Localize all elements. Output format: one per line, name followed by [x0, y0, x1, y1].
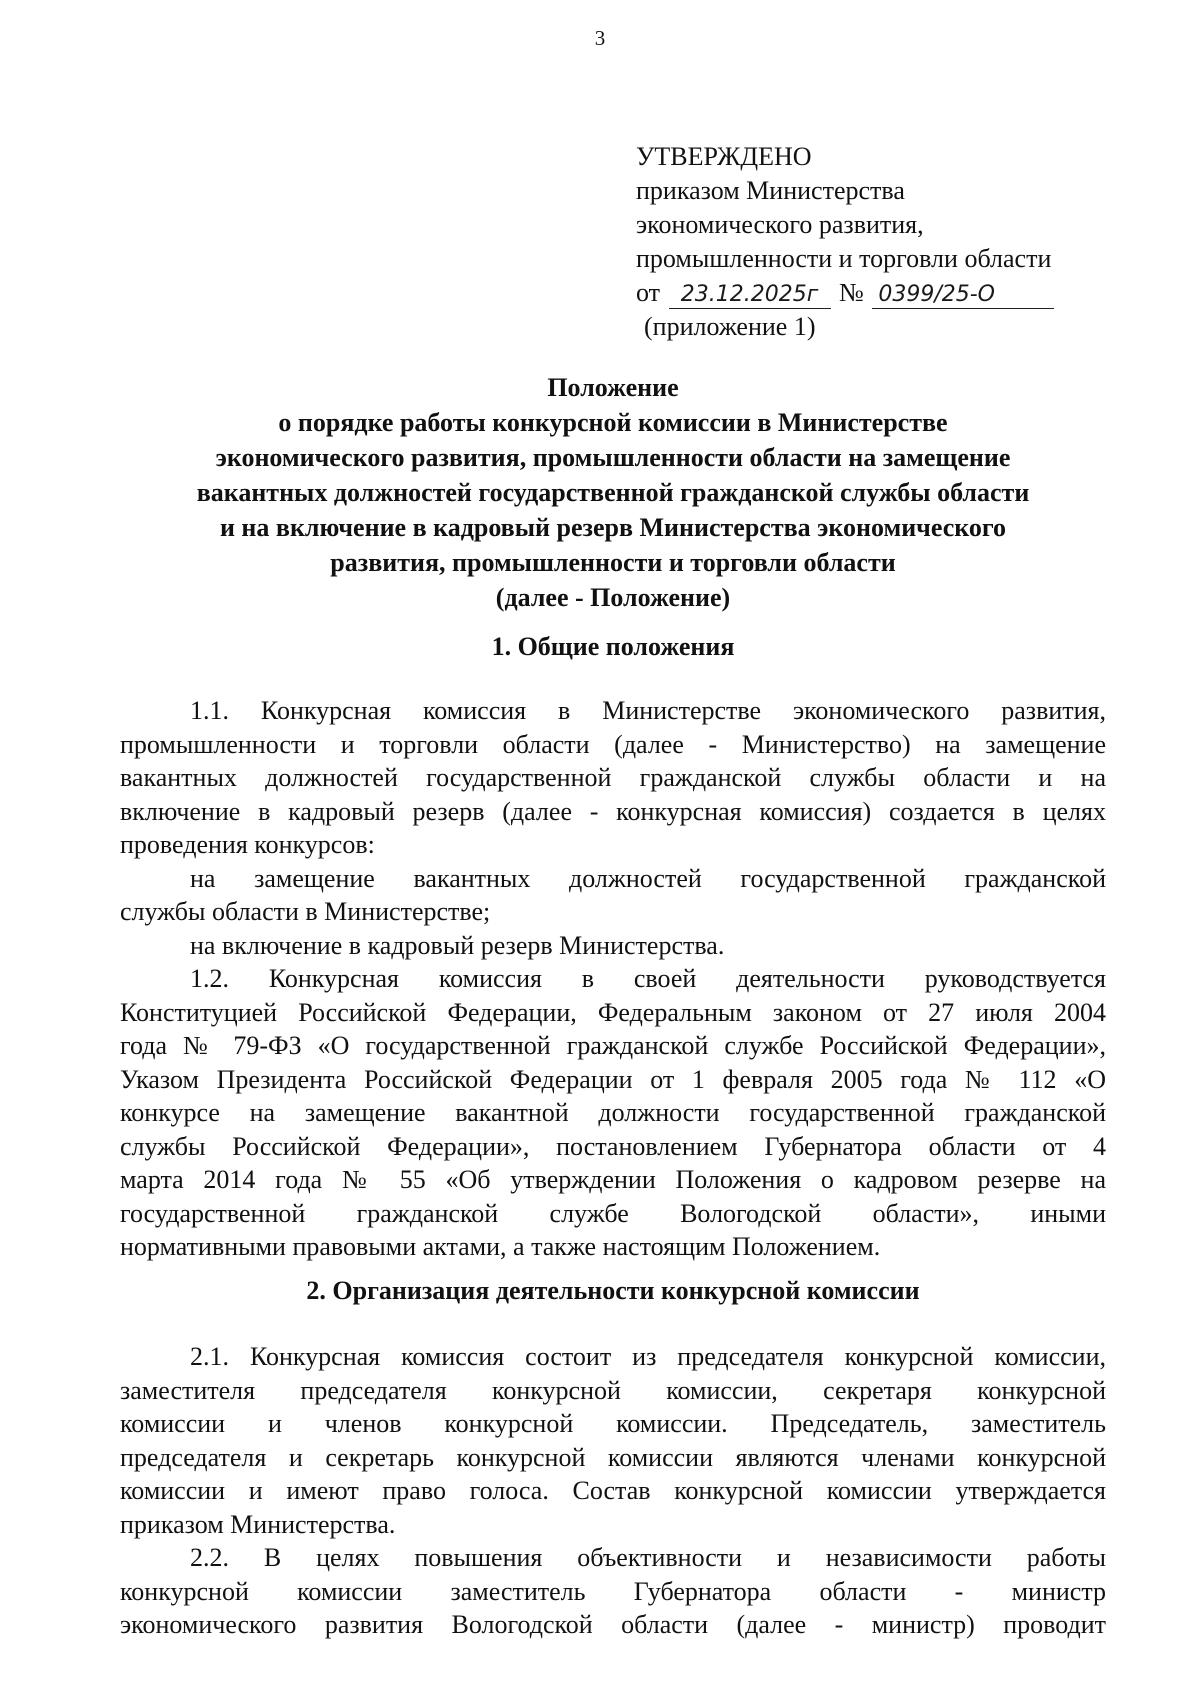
text-line: 2.1. Конкурсная комиссия состоит из председателя конкурсной комиссии, [190, 1342, 1106, 1371]
paragraph-2-1 [120, 1340, 1106, 1642]
text-line: комиссии и членов конкурсной комиссии. Председатель, заместитель [120, 1409, 1106, 1438]
title-line-3: экономического развития, промышленности области на замещение [215, 443, 1011, 472]
text-line: конкурсной комиссии заместитель Губернатора области - министр [120, 1576, 1106, 1606]
approval-line-1: приказом Министерства [636, 176, 905, 205]
date-prefix: от [636, 278, 661, 307]
appendix-label: (приложение 1) [644, 312, 816, 341]
text-line: включение в кадровый резерв (далее - конкурсная комиссия) создается в целях [120, 796, 1106, 826]
text-line: на замещение вакантных должностей государственной гражданской [190, 863, 1106, 893]
title-line-5: и на включение в кадровый резерв Министерства экономического [219, 513, 1007, 542]
text-line: приказом Министерства. [120, 1509, 396, 1539]
text-line: на включение в кадровый резерв Министерства. [190, 930, 725, 960]
text-line: промышленности и торговли области (далее - Министерство) на замещение [120, 729, 1106, 759]
title-line-4: вакантных должностей государственной гражданской службы области [196, 478, 1030, 507]
text-line: заместителя председателя конкурсной комиссии, секретаря конкурсной [120, 1375, 1106, 1405]
approval-date-line [636, 276, 1056, 310]
text-line: председателя и секретарь конкурсной комиссии являются членами конкурсной [120, 1442, 1106, 1472]
title-line-6: развития, промышленности и торговли области [330, 548, 896, 577]
number-sign: № [839, 278, 864, 307]
text-line: Конституцией Российской Федерации, Федеральным законом от 27 июля 2004 [120, 997, 1106, 1027]
text-line: 2.2. В целях повышения объективности и независимости работы [190, 1543, 1106, 1572]
text-line: экономического развития Вологодской области (далее - министр) проводит [120, 1610, 1106, 1639]
text-line: комиссии и имеют право голоса. Состав конкурсной комиссии утверждается [120, 1476, 1106, 1505]
text-line: государственной гражданской службе Вологодской области», иными [120, 1198, 1106, 1228]
text-line: Указом Президента Российской Федерации от 1 февраля 2005 года № 112 «О [120, 1064, 1106, 1094]
text-line: 1.1. Конкурсная комиссия в Министерстве экономического развития, [190, 696, 1106, 725]
text-line: нормативными правовыми актами, а также настоящим Положением. [120, 1232, 881, 1261]
title-line-2: о порядке работы конкурсной комиссии в Министерстве [278, 408, 948, 437]
text-line: марта 2014 года № 55 «Об утверждении Положения о кадровом резерве на [120, 1165, 1106, 1194]
section-1-heading: 1. Общие положения [491, 632, 735, 661]
text-line: года № 79-ФЗ «О государственной гражданской службе Российской Федерации», [120, 1031, 1106, 1060]
text-line: службы Российской Федерации», постановлением Губернатора области от 4 [120, 1131, 1106, 1161]
page-number: 3 [594, 26, 606, 50]
handwritten-order-number: 0399/25-О [872, 282, 1054, 309]
text-line: службы области в Министерстве; [120, 897, 491, 926]
document-title [120, 370, 1106, 615]
approval-heading: УТВЕРЖДЕНО [636, 142, 812, 171]
handwritten-date: 23.12.2025г [669, 282, 831, 309]
text-line: проведения конкурсов: [120, 830, 375, 859]
approval-line-3: промышленности и торговли области [636, 244, 1052, 273]
approval-line-2: экономического развития, [636, 210, 924, 239]
section-2-heading: 2. Организация деятельности конкурсной комиссии [306, 1276, 920, 1305]
paragraph-1-1 [120, 694, 1106, 1264]
text-line: вакантных должностей государственной гражданской службы области и на [120, 763, 1106, 792]
text-line: конкурсе на замещение вакантной должности государственной гражданской [120, 1098, 1106, 1127]
approval-stamp [636, 140, 1056, 344]
text-line: 1.2. Конкурсная комиссия в своей деятельности руководствуется [190, 964, 1106, 993]
title-line-1: Положение [547, 373, 679, 402]
title-line-7: (далее - Положение) [495, 583, 731, 612]
